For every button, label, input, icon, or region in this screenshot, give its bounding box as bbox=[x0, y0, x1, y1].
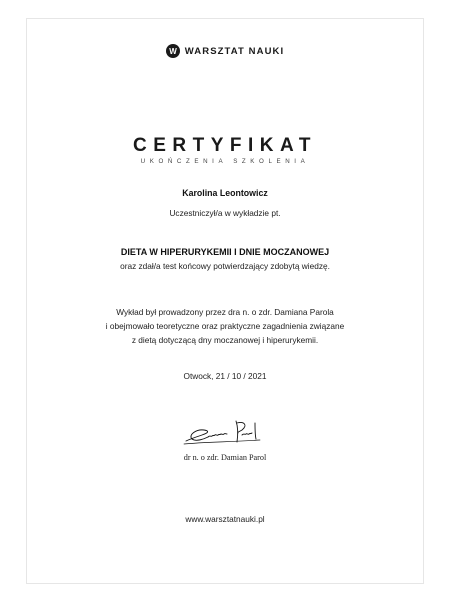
certificate-subtitle: UKOŃCZENIA SZKOLENIA bbox=[140, 158, 310, 165]
participation-text: Uczestniczył/a w wykładzie pt. bbox=[169, 208, 281, 218]
description-line: z dietą dotyczącą dny moczanowej i hiperurykemii. bbox=[131, 335, 319, 345]
brand-name: WARSZTAT NAUKI bbox=[184, 45, 285, 57]
signer-name: dr n. o zdr. Damian Parol bbox=[183, 453, 267, 462]
place-date: Otwock, 21 / 10 / 2021 bbox=[183, 371, 267, 381]
signature bbox=[180, 415, 270, 451]
recipient-name: Karolina Leontowicz bbox=[182, 188, 268, 198]
course-title: DIETA W HIPERURYKEMII I DNIE MOCZANOWEJ bbox=[120, 247, 330, 257]
page-border bbox=[26, 18, 424, 584]
passed-test-text: oraz zdał/a test końcowy potwierdzający zdobytą wiedzę. bbox=[120, 261, 330, 271]
svg-text:W: W bbox=[168, 47, 177, 56]
website-link[interactable]: www.warsztatnauki.pl bbox=[185, 514, 265, 524]
certificate-title: CERTYFIKAT bbox=[133, 135, 317, 156]
logo-circle-icon bbox=[166, 44, 180, 58]
description-line: i obejmowało teoretyczne oraz praktyczne zagadnienia związane bbox=[105, 321, 345, 331]
brand-header bbox=[0, 44, 450, 63]
description-line: Wykład był prowadzony przez dra n. o zdr. Damiana Parola bbox=[116, 307, 334, 317]
